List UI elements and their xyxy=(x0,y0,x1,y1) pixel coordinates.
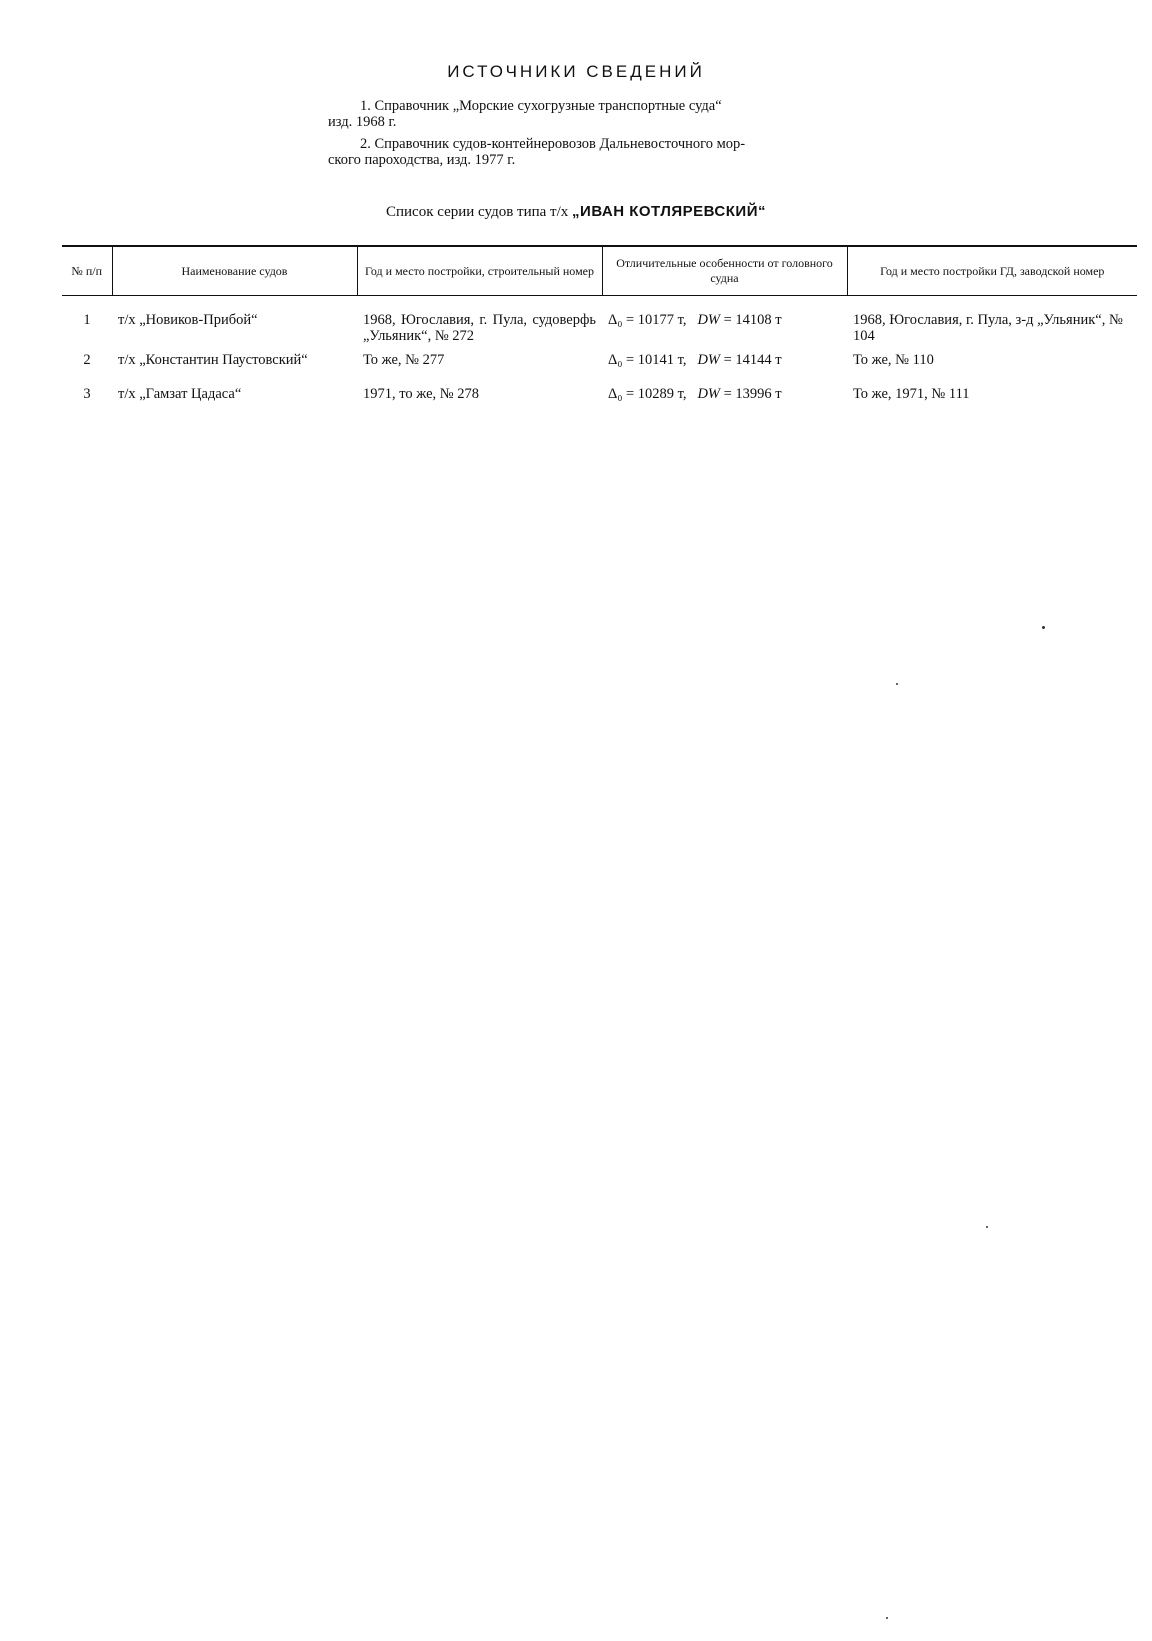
header-build-info: Год и место постройки, строительный номер xyxy=(357,246,602,296)
source-item-1-cont: изд. 1968 г. xyxy=(328,114,397,130)
header-features: Отличительные особенности от головного судна xyxy=(602,246,847,296)
scan-speck xyxy=(1042,626,1045,629)
sources-heading: ИСТОЧНИКИ СВЕДЕНИЙ xyxy=(447,62,705,81)
header-engine-info: Год и место постройки ГД, заводской номер xyxy=(847,246,1137,296)
source-item-2-cont: ского пароходства, изд. 1977 г. xyxy=(328,152,516,168)
series-title xyxy=(0,203,1152,221)
deadweight: = 14108 т xyxy=(720,312,782,328)
ship-name: т/х „Константин Паустовский“ xyxy=(118,352,308,368)
row-number: 3 xyxy=(83,386,91,402)
build-info: То же, № 277 xyxy=(363,352,445,368)
engine-info: 1968, Югославия, г. Пула, з-д „Ульяник“, № 104 xyxy=(853,312,1123,344)
features xyxy=(602,352,847,386)
displacement: Δ₀ = 10177 т, xyxy=(608,312,687,328)
engine-info: То же, № 110 xyxy=(853,352,934,368)
table-row xyxy=(62,352,1137,386)
deadweight: = 13996 т xyxy=(720,386,782,402)
ship-name: т/х „Новиков-Прибой“ xyxy=(118,312,258,328)
features xyxy=(602,296,847,353)
header-ship-name: Наименование судов xyxy=(112,246,357,296)
table-row xyxy=(62,386,1137,420)
features xyxy=(602,386,847,420)
deadweight-label: DW xyxy=(697,386,720,402)
source-item-1: 1. Справочник „Морские сухогрузные транспортные суда“ xyxy=(360,98,722,114)
scan-speck xyxy=(896,683,898,685)
engine-info: То же, 1971, № 111 xyxy=(853,386,970,402)
header-number: № п/п xyxy=(62,246,112,296)
scan-speck xyxy=(986,1226,988,1228)
series-title-prefix: Список серии судов типа т/х xyxy=(386,204,573,220)
build-info: 1971, то же, № 278 xyxy=(363,386,479,402)
build-info: 1968, Югославия, г. Пула, судоверфь „Ульяник“, № 272 xyxy=(363,312,596,344)
ship-name: т/х „Гамзат Цадаса“ xyxy=(118,386,242,402)
ship-series-table xyxy=(62,245,1137,420)
deadweight-label: DW xyxy=(697,312,720,328)
scan-speck xyxy=(886,1617,888,1619)
row-number: 2 xyxy=(83,352,91,368)
displacement: Δ₀ = 10141 т, xyxy=(608,352,687,368)
row-number: 1 xyxy=(83,312,91,328)
table-row xyxy=(62,296,1137,353)
table-header-row xyxy=(62,246,1137,296)
series-ship-name: „ИВАН КОТЛЯРЕВСКИЙ“ xyxy=(572,203,766,220)
source-item-2: 2. Справочник судов-контейнеровозов Дальневосточного мор- xyxy=(360,136,746,152)
deadweight-label: DW xyxy=(697,352,720,368)
displacement: Δ₀ = 10289 т, xyxy=(608,386,687,402)
deadweight: = 14144 т xyxy=(720,352,782,368)
